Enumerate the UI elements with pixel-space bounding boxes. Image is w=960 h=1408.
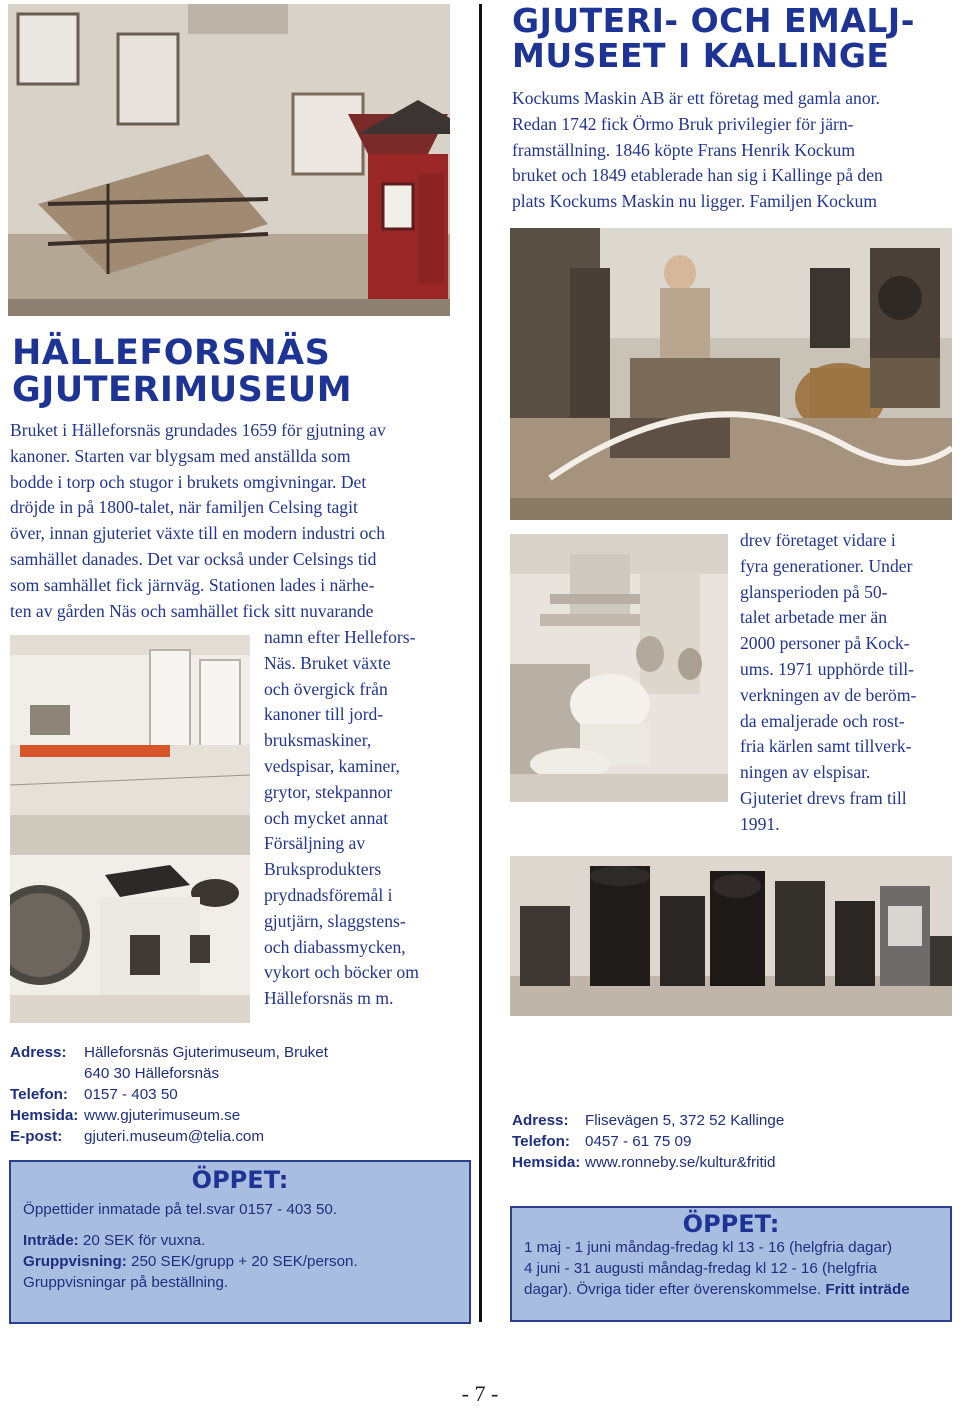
right-side-line: ningen av elspisar. [740, 762, 871, 783]
right-title-line1: GJUTERI- OCH EMALJ- [512, 1, 915, 40]
address-label: Adress: [10, 1044, 67, 1061]
address-value-line2: 640 30 Hälleforsnäs [84, 1065, 220, 1082]
right-side-line: talet arbetade mer än [740, 607, 888, 628]
left-body-line: samhället danades. Det var också under Celsings tid [10, 548, 377, 569]
group-value: 250 SEK/grupp + 20 SEK/person. [126, 1253, 358, 1270]
left-narrow-line: och mycket annat [264, 807, 389, 828]
left-body-line: över, innan gjuteriet växte till en modern industri och [10, 523, 386, 544]
photo-gallery-interior [10, 635, 250, 1023]
right-side-line: fyra generationer. Under [740, 555, 913, 576]
left-title-line2: GJUTERIMUSEUM [12, 370, 353, 410]
right-side-line: drev företaget vidare i [740, 530, 896, 550]
left-contact-block [10, 1042, 470, 1147]
column-divider [479, 4, 482, 1322]
left-narrow-line: Försäljning av [264, 833, 366, 854]
left-narrow-line: grytor, stekpannor [264, 781, 393, 802]
left-narrow-line: prydnadsföremål i [264, 884, 393, 905]
email-link[interactable]: gjuteri.museum@telia.com [84, 1128, 265, 1145]
web-link[interactable]: www.gjuterimuseum.se [84, 1107, 241, 1124]
left-narrow-line: namn efter Hellefors- [264, 627, 416, 647]
opening-line: Öppettider inmatade på tel.svar 0157 - 403 50. [23, 1201, 338, 1218]
email-label: E-post: [10, 1128, 63, 1145]
left-narrow-line: gjutjärn, slaggstens- [264, 910, 406, 931]
photo-cast-iron-stoves [510, 856, 952, 1016]
phone-label: Telefon: [10, 1086, 68, 1103]
left-body-line: som samhället fick järnväg. Stationen lades i närhe- [10, 574, 375, 595]
left-narrow-line: Bruksprodukters [264, 859, 382, 880]
photo-foundry-diorama [510, 228, 952, 520]
left-body-line: Bruket i Hälleforsnäs grundades 1659 för gjutning av [10, 420, 386, 440]
web-label: Hemsida: [512, 1154, 581, 1171]
left-narrow-line: och diabassmycken, [264, 936, 406, 957]
left-body-line: ten av gården Näs och samhället fick sitt nuvarande [10, 600, 374, 621]
left-narrow-line: och övergick från [264, 678, 388, 699]
right-side-line: 2000 personer på Kock- [740, 633, 910, 654]
opening-heading: ÖPPET: [191, 1166, 289, 1194]
left-narrow-line: kanoner till jord- [264, 704, 384, 725]
left-narrow-line: bruksmaskiner, [264, 730, 372, 751]
fee-label: Inträde: [23, 1232, 79, 1249]
left-title-line1: HÄLLEFORSNÄS [12, 333, 331, 373]
right-contact-block [512, 1110, 952, 1173]
fee-value: 20 SEK för vuxna. [78, 1232, 206, 1249]
opening-line: 1 maj - 1 juni måndag-fredag kl 13 - 16 (helgfria dagar) [524, 1239, 893, 1256]
web-label: Hemsida: [10, 1107, 79, 1124]
right-opening-box [510, 1206, 952, 1322]
right-side-line: ums. 1971 upphörde till- [740, 658, 914, 679]
opening-line: dagar). Övriga tider efter överenskommelse. [524, 1281, 826, 1298]
group-label: Gruppvisning: [23, 1253, 127, 1270]
right-side-text [740, 528, 954, 838]
opening-heading: ÖPPET: [682, 1210, 780, 1238]
right-intro-text [512, 86, 952, 215]
phone-label: Telefon: [512, 1133, 570, 1150]
left-narrow-line: Näs. Bruket växte [264, 652, 391, 673]
left-body-text [10, 418, 472, 624]
phone-value: 0157 - 403 50 [84, 1086, 178, 1103]
left-narrow-text [264, 625, 474, 1012]
address-label: Adress: [512, 1112, 569, 1129]
right-intro-line: Kockums Maskin AB är ett företag med gamla anor. [512, 88, 880, 108]
right-side-line: fria kärlen samt tillverk- [740, 736, 912, 757]
photo-museum-exterior [8, 4, 450, 316]
phone-value: 0457 - 61 75 09 [585, 1133, 692, 1150]
left-narrow-line: Hälleforsnäs m m. [264, 988, 394, 1009]
page-number: - 7 - [461, 1381, 499, 1406]
address-value: Hälleforsnäs Gjuterimuseum, Bruket [84, 1044, 328, 1061]
right-intro-line: bruket och 1849 etablerade han sig i Kallinge på den [512, 165, 883, 186]
opening-line: Gruppvisningar på beställning. [23, 1274, 229, 1291]
left-body-line: bodde i torp och stugor i brukets omgivningar. Det [10, 471, 367, 492]
left-body-line: kanoner. Starten var blygsam med anställda som [10, 445, 351, 466]
right-side-line: glansperioden på 50- [740, 581, 888, 602]
opening-line: 4 juni - 31 augusti måndag-fredag kl 12 - 16 (helgfria [524, 1260, 877, 1277]
right-side-line: Gjuteriet drevs fram till [740, 787, 907, 808]
web-link[interactable]: www.ronneby.se/kultur&fritid [585, 1154, 776, 1171]
photo-enamelware [510, 534, 728, 802]
address-value: Flisevägen 5, 372 52 Kallinge [585, 1112, 785, 1129]
free-entry-note: Fritt inträde [825, 1281, 910, 1298]
left-narrow-line: vykort och böcker om [264, 962, 419, 983]
left-body-line: dröjde in på 1800-talet, när familjen Celsing tagit [10, 497, 358, 518]
left-narrow-line: vedspisar, kaminer, [264, 755, 400, 776]
right-intro-line: Redan 1742 fick Örmo Bruk privilegier för järn- [512, 113, 854, 134]
right-side-line: verkningen av de beröm- [740, 684, 917, 705]
right-title-line2: MUSEET I KALLINGE [512, 36, 890, 75]
right-intro-line: plats Kockums Maskin nu ligger. Familjen Kockum [512, 191, 878, 212]
right-side-line: 1991. [740, 813, 780, 834]
left-opening-box [9, 1160, 471, 1324]
right-intro-line: framställning. 1846 köpte Frans Henrik Kockum [512, 139, 856, 160]
right-side-line: da emaljerade och rost- [740, 710, 905, 731]
